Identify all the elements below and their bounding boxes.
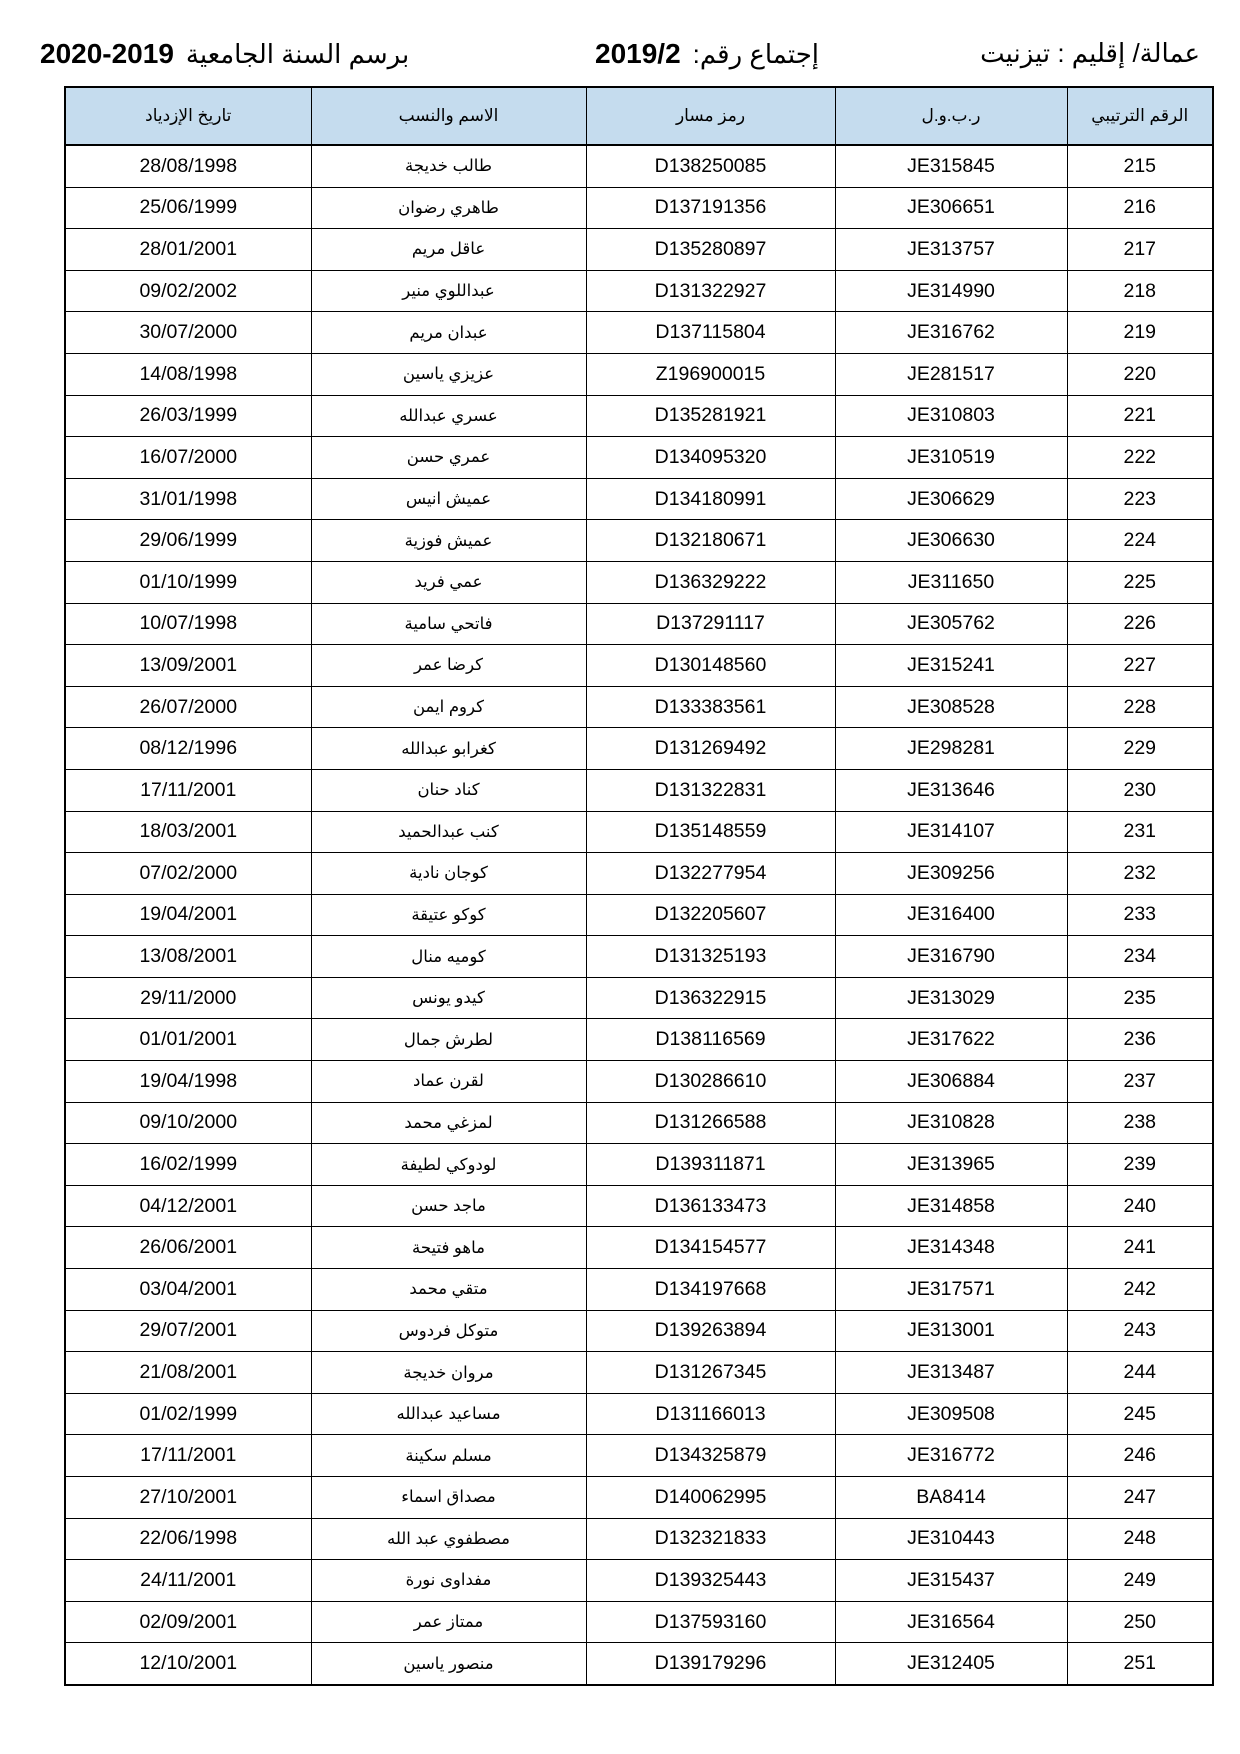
table-row — [65, 1435, 1213, 1477]
cell-serial-number: 244 — [1067, 1352, 1213, 1394]
cell-massar-code: Z196900015 — [586, 353, 835, 395]
cell-serial-number: 241 — [1067, 1227, 1213, 1269]
table-row — [65, 437, 1213, 479]
table-row — [65, 894, 1213, 936]
cell-full-name: كوجان نادية — [311, 853, 586, 895]
cell-massar-code: D138250085 — [586, 145, 835, 187]
table-row — [65, 1643, 1213, 1685]
cell-birth-date: 17/11/2001 — [65, 769, 311, 811]
table-row — [65, 1477, 1213, 1519]
cell-massar-code: D132277954 — [586, 853, 835, 895]
cell-massar-code: D134197668 — [586, 1269, 835, 1311]
cell-full-name: لطرش جمال — [311, 1019, 586, 1061]
cell-cne: JE309508 — [835, 1393, 1067, 1435]
table-row — [65, 478, 1213, 520]
cell-full-name: عميش انيس — [311, 478, 586, 520]
cell-birth-date: 09/02/2002 — [65, 270, 311, 312]
cell-cne: JE313757 — [835, 229, 1067, 271]
cell-full-name: عمي فريد — [311, 561, 586, 603]
cell-birth-date: 29/07/2001 — [65, 1310, 311, 1352]
cell-full-name: كغرابو عبدالله — [311, 728, 586, 770]
cell-birth-date: 10/07/1998 — [65, 603, 311, 645]
table-row — [65, 1061, 1213, 1103]
cell-massar-code: D138116569 — [586, 1019, 835, 1061]
cell-serial-number: 216 — [1067, 187, 1213, 229]
cell-serial-number: 215 — [1067, 145, 1213, 187]
cell-cne: JE314348 — [835, 1227, 1067, 1269]
cell-full-name: طاهري رضوان — [311, 187, 586, 229]
cell-cne: JE306629 — [835, 478, 1067, 520]
cell-cne: JE316790 — [835, 936, 1067, 978]
cell-cne: JE313646 — [835, 769, 1067, 811]
page-header — [40, 30, 1200, 80]
cell-birth-date: 24/11/2001 — [65, 1560, 311, 1602]
cell-serial-number: 236 — [1067, 1019, 1213, 1061]
column-header-birth-date: تاريخ الإزدياد — [65, 87, 311, 145]
cell-serial-number: 232 — [1067, 853, 1213, 895]
cell-massar-code: D137291117 — [586, 603, 835, 645]
table-row — [65, 1352, 1213, 1394]
cell-cne: JE312405 — [835, 1643, 1067, 1685]
cell-massar-code: D131269492 — [586, 728, 835, 770]
cell-cne: JE313029 — [835, 977, 1067, 1019]
cell-serial-number: 250 — [1067, 1601, 1213, 1643]
cell-serial-number: 219 — [1067, 312, 1213, 354]
cell-full-name: عسري عبدالله — [311, 395, 586, 437]
table-row — [65, 686, 1213, 728]
cell-massar-code: D136133473 — [586, 1185, 835, 1227]
table-row — [65, 229, 1213, 271]
cell-birth-date: 16/02/1999 — [65, 1144, 311, 1186]
prefecture-province: عمالة/ إقليم : تيزنيت — [980, 38, 1200, 68]
cell-full-name: مصداق اسماء — [311, 1477, 586, 1519]
cell-full-name: مصطفوي عبد الله — [311, 1518, 586, 1560]
cell-serial-number: 224 — [1067, 520, 1213, 562]
column-header-full-name: الاسم والنسب — [311, 87, 586, 145]
cell-cne: JE311650 — [835, 561, 1067, 603]
cell-cne: JE313001 — [835, 1310, 1067, 1352]
cell-birth-date: 18/03/2001 — [65, 811, 311, 853]
cell-full-name: كوكو عتيقة — [311, 894, 586, 936]
cell-birth-date: 19/04/1998 — [65, 1061, 311, 1103]
table-row — [65, 270, 1213, 312]
cell-massar-code: D135281921 — [586, 395, 835, 437]
table-row — [65, 811, 1213, 853]
cell-cne: JE309256 — [835, 853, 1067, 895]
table-row — [65, 353, 1213, 395]
table-header — [65, 87, 1213, 145]
cell-serial-number: 234 — [1067, 936, 1213, 978]
table-row — [65, 1227, 1213, 1269]
cell-birth-date: 26/07/2000 — [65, 686, 311, 728]
cell-full-name: ماجد حسن — [311, 1185, 586, 1227]
cell-full-name: ماهو فتيحة — [311, 1227, 586, 1269]
cell-full-name: كيدو يونس — [311, 977, 586, 1019]
cell-serial-number: 217 — [1067, 229, 1213, 271]
cell-massar-code: D136322915 — [586, 977, 835, 1019]
cell-massar-code: D131266588 — [586, 1102, 835, 1144]
cell-massar-code: D134325879 — [586, 1435, 835, 1477]
cell-serial-number: 225 — [1067, 561, 1213, 603]
cell-serial-number: 245 — [1067, 1393, 1213, 1435]
cell-cne: JE315437 — [835, 1560, 1067, 1602]
column-header-serial-number: الرقم الترتيبي — [1067, 87, 1213, 145]
cell-cne: JE298281 — [835, 728, 1067, 770]
cell-birth-date: 14/08/1998 — [65, 353, 311, 395]
cell-birth-date: 04/12/2001 — [65, 1185, 311, 1227]
table-row — [65, 520, 1213, 562]
meeting-number — [595, 38, 819, 70]
table-row — [65, 145, 1213, 187]
cell-full-name: كروم ايمن — [311, 686, 586, 728]
cell-massar-code: D132180671 — [586, 520, 835, 562]
cell-birth-date: 09/10/2000 — [65, 1102, 311, 1144]
cell-serial-number: 237 — [1067, 1061, 1213, 1103]
cell-massar-code: D130286610 — [586, 1061, 835, 1103]
cell-massar-code: D130148560 — [586, 645, 835, 687]
cell-massar-code: D134180991 — [586, 478, 835, 520]
cell-birth-date: 29/11/2000 — [65, 977, 311, 1019]
table-row — [65, 1185, 1213, 1227]
cell-massar-code: D139311871 — [586, 1144, 835, 1186]
cell-cne: JE306630 — [835, 520, 1067, 562]
cell-birth-date: 31/01/1998 — [65, 478, 311, 520]
cell-massar-code: D136329222 — [586, 561, 835, 603]
table-row — [65, 1144, 1213, 1186]
cell-full-name: مسلم سكينة — [311, 1435, 586, 1477]
cell-serial-number: 233 — [1067, 894, 1213, 936]
academic-year-value: 2020-2019 — [40, 38, 174, 69]
cell-massar-code: D137593160 — [586, 1601, 835, 1643]
cell-cne: JE317571 — [835, 1269, 1067, 1311]
cell-cne: JE316400 — [835, 894, 1067, 936]
table-row — [65, 312, 1213, 354]
cell-serial-number: 218 — [1067, 270, 1213, 312]
cell-full-name: متقي محمد — [311, 1269, 586, 1311]
cell-serial-number: 243 — [1067, 1310, 1213, 1352]
meeting-value: 2019/2 — [595, 38, 681, 69]
cell-massar-code: D131267345 — [586, 1352, 835, 1394]
cell-full-name: منصور ياسين — [311, 1643, 586, 1685]
cell-massar-code: D140062995 — [586, 1477, 835, 1519]
academic-year-label: برسم السنة الجامعية — [185, 39, 410, 69]
cell-birth-date: 26/06/2001 — [65, 1227, 311, 1269]
cell-birth-date: 26/03/1999 — [65, 395, 311, 437]
column-header-massar-code: رمز مسار — [586, 87, 835, 145]
cell-full-name: عبدان مريم — [311, 312, 586, 354]
cell-birth-date: 21/08/2001 — [65, 1352, 311, 1394]
cell-birth-date: 02/09/2001 — [65, 1601, 311, 1643]
table-row — [65, 853, 1213, 895]
cell-cne: JE316564 — [835, 1601, 1067, 1643]
cell-cne: JE310519 — [835, 437, 1067, 479]
cell-serial-number: 249 — [1067, 1560, 1213, 1602]
cell-massar-code: D137191356 — [586, 187, 835, 229]
cell-full-name: كرضا عمر — [311, 645, 586, 687]
cell-serial-number: 223 — [1067, 478, 1213, 520]
cell-serial-number: 238 — [1067, 1102, 1213, 1144]
cell-massar-code: D134154577 — [586, 1227, 835, 1269]
cell-serial-number: 229 — [1067, 728, 1213, 770]
table-row — [65, 936, 1213, 978]
table-row — [65, 769, 1213, 811]
cell-birth-date: 28/08/1998 — [65, 145, 311, 187]
cell-serial-number: 251 — [1067, 1643, 1213, 1685]
table-row — [65, 1019, 1213, 1061]
cell-full-name: عميش فوزية — [311, 520, 586, 562]
cell-cne: JE310443 — [835, 1518, 1067, 1560]
cell-cne: JE306884 — [835, 1061, 1067, 1103]
cell-massar-code: D139263894 — [586, 1310, 835, 1352]
cell-cne: JE315241 — [835, 645, 1067, 687]
cell-birth-date: 01/10/1999 — [65, 561, 311, 603]
cell-massar-code: D139179296 — [586, 1643, 835, 1685]
cell-serial-number: 230 — [1067, 769, 1213, 811]
cell-birth-date: 19/04/2001 — [65, 894, 311, 936]
cell-massar-code: D132205607 — [586, 894, 835, 936]
cell-full-name: لمزغي محمد — [311, 1102, 586, 1144]
cell-massar-code: D139325443 — [586, 1560, 835, 1602]
table-row — [65, 1601, 1213, 1643]
cell-birth-date: 25/06/1999 — [65, 187, 311, 229]
cell-full-name: كوميه منال — [311, 936, 586, 978]
cell-massar-code: D131325193 — [586, 936, 835, 978]
cell-cne: JE306651 — [835, 187, 1067, 229]
cell-cne: JE316772 — [835, 1435, 1067, 1477]
cell-serial-number: 240 — [1067, 1185, 1213, 1227]
table-header-row — [65, 87, 1213, 145]
cell-birth-date: 01/01/2001 — [65, 1019, 311, 1061]
cell-massar-code: D131166013 — [586, 1393, 835, 1435]
cell-cne: JE313965 — [835, 1144, 1067, 1186]
academic-year — [40, 38, 409, 70]
cell-birth-date: 22/06/1998 — [65, 1518, 311, 1560]
cell-cne: BA8414 — [835, 1477, 1067, 1519]
cell-cne: JE308528 — [835, 686, 1067, 728]
cell-cne: JE310803 — [835, 395, 1067, 437]
cell-massar-code: D131322831 — [586, 769, 835, 811]
cell-serial-number: 246 — [1067, 1435, 1213, 1477]
students-table — [64, 86, 1214, 1686]
cell-full-name: فاتحي سامية — [311, 603, 586, 645]
meeting-label: إجتماع رقم: — [692, 39, 819, 69]
cell-full-name: ممتاز عمر — [311, 1601, 586, 1643]
cell-massar-code: D132321833 — [586, 1518, 835, 1560]
cell-birth-date: 08/12/1996 — [65, 728, 311, 770]
cell-serial-number: 228 — [1067, 686, 1213, 728]
cell-birth-date: 16/07/2000 — [65, 437, 311, 479]
table-body — [65, 145, 1213, 1685]
cell-cne: JE313487 — [835, 1352, 1067, 1394]
table-row — [65, 1269, 1213, 1311]
cell-cne: JE314990 — [835, 270, 1067, 312]
cell-serial-number: 222 — [1067, 437, 1213, 479]
cell-full-name: طالب خديجة — [311, 145, 586, 187]
table-row — [65, 187, 1213, 229]
table-row — [65, 1310, 1213, 1352]
cell-full-name: كنب عبدالحميد — [311, 811, 586, 853]
table-row — [65, 728, 1213, 770]
cell-serial-number: 220 — [1067, 353, 1213, 395]
cell-serial-number: 248 — [1067, 1518, 1213, 1560]
cell-serial-number: 231 — [1067, 811, 1213, 853]
table-row — [65, 1102, 1213, 1144]
cell-cne: JE314858 — [835, 1185, 1067, 1227]
cell-birth-date: 01/02/1999 — [65, 1393, 311, 1435]
cell-serial-number: 239 — [1067, 1144, 1213, 1186]
cell-cne: JE310828 — [835, 1102, 1067, 1144]
cell-cne: JE281517 — [835, 353, 1067, 395]
cell-birth-date: 28/01/2001 — [65, 229, 311, 271]
cell-cne: JE314107 — [835, 811, 1067, 853]
cell-birth-date: 03/04/2001 — [65, 1269, 311, 1311]
cell-serial-number: 242 — [1067, 1269, 1213, 1311]
cell-birth-date: 07/02/2000 — [65, 853, 311, 895]
cell-birth-date: 12/10/2001 — [65, 1643, 311, 1685]
cell-birth-date: 13/09/2001 — [65, 645, 311, 687]
cell-birth-date: 30/07/2000 — [65, 312, 311, 354]
table-row — [65, 395, 1213, 437]
cell-serial-number: 227 — [1067, 645, 1213, 687]
cell-massar-code: D137115804 — [586, 312, 835, 354]
cell-full-name: مساعيد عبدالله — [311, 1393, 586, 1435]
cell-cne: JE317622 — [835, 1019, 1067, 1061]
cell-serial-number: 247 — [1067, 1477, 1213, 1519]
cell-full-name: لودوكي لطيفة — [311, 1144, 586, 1186]
table-row — [65, 1393, 1213, 1435]
cell-full-name: عزيزي ياسين — [311, 353, 586, 395]
cell-serial-number: 221 — [1067, 395, 1213, 437]
cell-full-name: كناد حنان — [311, 769, 586, 811]
table-row — [65, 645, 1213, 687]
cell-cne: JE305762 — [835, 603, 1067, 645]
cell-full-name: عمري حسن — [311, 437, 586, 479]
column-header-cne: ر.ب.و.ل — [835, 87, 1067, 145]
cell-massar-code: D135148559 — [586, 811, 835, 853]
cell-birth-date: 17/11/2001 — [65, 1435, 311, 1477]
table-row — [65, 977, 1213, 1019]
table-row — [65, 603, 1213, 645]
cell-full-name: لقرن عماد — [311, 1061, 586, 1103]
cell-full-name: مروان خديجة — [311, 1352, 586, 1394]
cell-serial-number: 226 — [1067, 603, 1213, 645]
table-row — [65, 561, 1213, 603]
cell-massar-code: D134095320 — [586, 437, 835, 479]
cell-birth-date: 27/10/2001 — [65, 1477, 311, 1519]
cell-massar-code: D133383561 — [586, 686, 835, 728]
table-row — [65, 1518, 1213, 1560]
cell-birth-date: 29/06/1999 — [65, 520, 311, 562]
cell-full-name: مفداوى نورة — [311, 1560, 586, 1602]
cell-full-name: عبداللوي منير — [311, 270, 586, 312]
table-row — [65, 1560, 1213, 1602]
cell-birth-date: 13/08/2001 — [65, 936, 311, 978]
cell-massar-code: D135280897 — [586, 229, 835, 271]
cell-full-name: متوكل فردوس — [311, 1310, 586, 1352]
cell-full-name: عاقل مريم — [311, 229, 586, 271]
cell-massar-code: D131322927 — [586, 270, 835, 312]
cell-cne: JE316762 — [835, 312, 1067, 354]
cell-serial-number: 235 — [1067, 977, 1213, 1019]
cell-cne: JE315845 — [835, 145, 1067, 187]
